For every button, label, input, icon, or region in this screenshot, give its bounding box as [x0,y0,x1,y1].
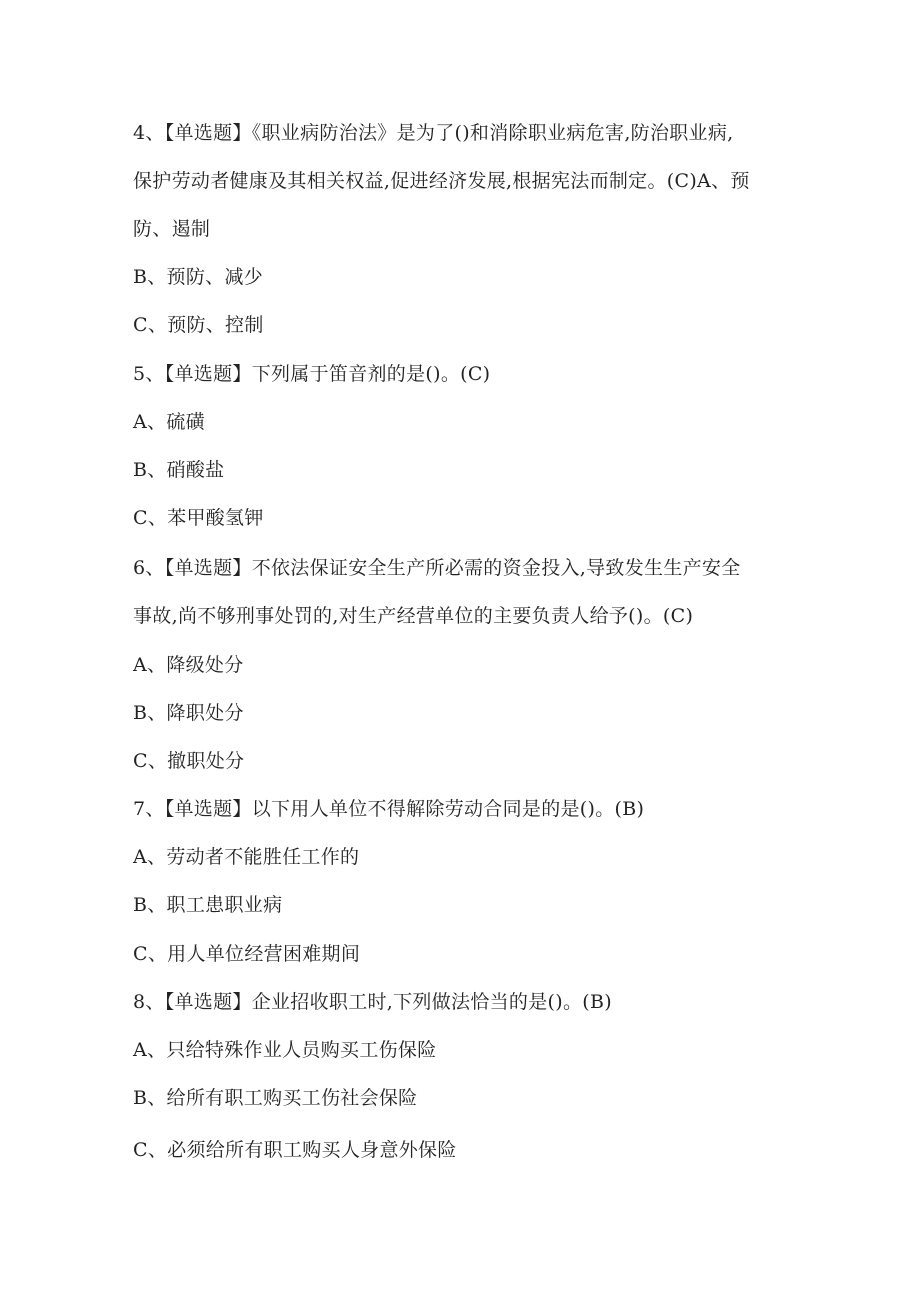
question-6-text-line-2: 事故,尚不够刑事处罚的,对生产经营单位的主要负责人给予()。(C) [133,605,694,627]
question-5-option-c: C、苯甲酸氢钾 [133,507,264,529]
question-5-option-a: A、硫磺 [133,411,205,433]
question-8-option-b: B、给所有职工购买工伤社会保险 [133,1087,418,1109]
question-4-text-line-2: 保护劳动者健康及其相关权益,促进经济发展,根据宪法而制定。(C)A、预 [133,170,750,192]
question-5-option-b: B、硝酸盐 [133,459,225,481]
question-6-text-line-1: 6、【单选题】不依法保证安全生产所必需的资金投入,导致发生生产安全 [133,557,741,579]
question-7-option-b: B、职工患职业病 [133,894,283,916]
question-8-option-c: C、必须给所有职工购买人身意外保险 [133,1139,457,1161]
question-6-option-c: C、撤职处分 [133,750,245,772]
question-4-option-b: B、预防、减少 [133,266,264,288]
question-6-option-a: A、降级处分 [133,654,244,676]
question-7-option-a: A、劳动者不能胜任工作的 [133,846,360,868]
question-4-option-a: 防、遏制 [133,218,211,240]
question-4-option-c: C、预防、控制 [133,314,264,336]
question-7-option-c: C、用人单位经营困难期间 [133,943,361,965]
question-5-text: 5、【单选题】下列属于笛音剂的是()。(C) [133,363,491,385]
question-6-option-b: B、降职处分 [133,702,244,724]
question-8-option-a: A、只给特殊作业人员购买工伤保险 [133,1039,437,1061]
question-8-text: 8、【单选题】企业招收职工时,下列做法恰当的是()。(B) [133,991,612,1013]
question-4-text-line-1: 4、【单选题】《职业病防治法》是为了()和消除职业病危害,防治职业病, [133,122,734,144]
question-7-text: 7、【单选题】以下用人单位不得解除劳动合同是的是()。(B) [133,798,645,820]
